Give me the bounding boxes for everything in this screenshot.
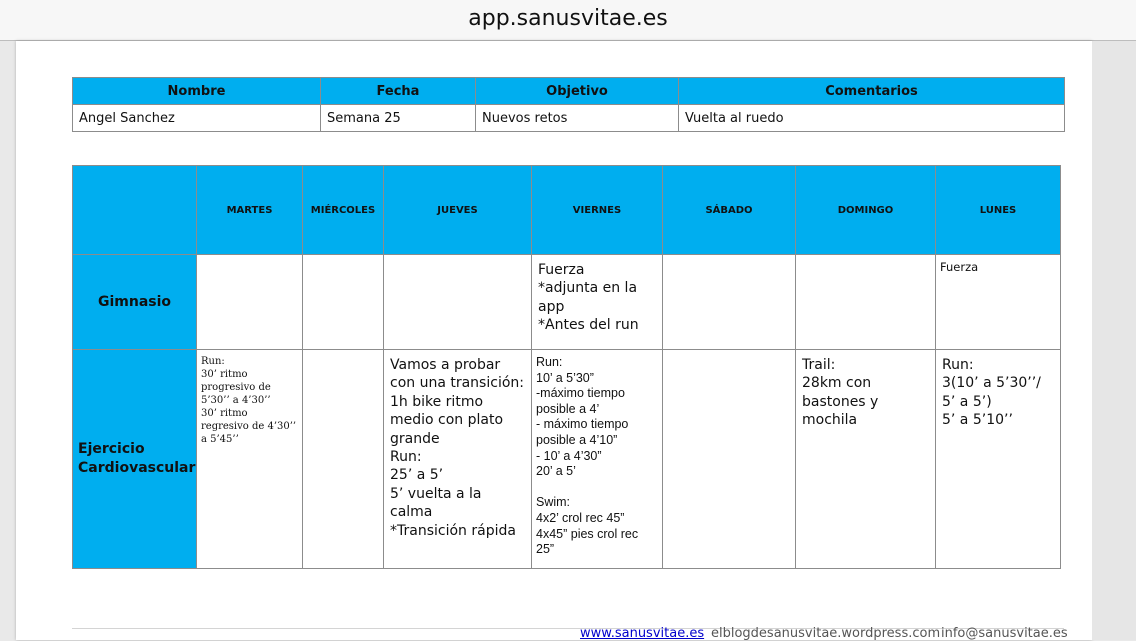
cell-cardio-lunes: Run: 3(10’ a 5’30’’/ 5’ a 5’) 5’ a 5’10’’: [936, 350, 1061, 569]
day-header-domingo: DOMINGO: [796, 166, 936, 255]
cell-cardio-miercoles: [303, 350, 384, 569]
cell-gimnasio-domingo: [796, 255, 936, 350]
header-fecha: Fecha: [321, 78, 476, 105]
cell-gimnasio-sabado: [663, 255, 796, 350]
day-header-sabado: SÁBADO: [663, 166, 796, 255]
url-text[interactable]: app.sanusvitae.es: [468, 6, 668, 31]
cell-gimnasio-lunes: Fuerza: [936, 255, 1061, 350]
cell-gimnasio-jueves: [384, 255, 532, 350]
cell-cardio-sabado: [663, 350, 796, 569]
value-comentarios: Vuelta al ruedo: [679, 105, 1065, 132]
day-header-martes: MARTES: [197, 166, 303, 255]
browser-address-bar[interactable]: [0, 0, 1136, 41]
value-objetivo: Nuevos retos: [476, 105, 679, 132]
footer-blog-link[interactable]: elblogdesanusvitae.wordpress.com: [711, 626, 941, 641]
row-label-gimnasio: Gimnasio: [73, 255, 197, 350]
day-header-lunes: LUNES: [936, 166, 1061, 255]
value-nombre: Angel Sanchez: [73, 105, 321, 132]
info-table: [72, 77, 1065, 132]
header-nombre: Nombre: [73, 78, 321, 105]
cell-cardio-viernes: Run: 10’ a 5’30” -máximo tiempo posible a 4’ - máximo tiempo posible a 4’10” - 10’ a 4’30” 20’ a 5’ Swim: 4x2’ crol rec 45” 4x45” pies crol rec 25”: [532, 350, 663, 569]
footer-site-link[interactable]: [580, 626, 704, 641]
day-header-jueves: JUEVES: [384, 166, 532, 255]
header-objetivo: Objetivo: [476, 78, 679, 105]
row-label-cardio: Ejercicio Cardiovascular: [73, 350, 197, 569]
cell-gimnasio-martes: [197, 255, 303, 350]
page-margin: [1092, 41, 1136, 640]
cell-cardio-martes: Run: 30’ ritmo progresivo de 5’30’’ a 4’30’’ 30’ ritmo regresivo de 4’30’’ a 5’45’’: [197, 350, 303, 569]
cell-cardio-jueves: Vamos a probar con una transición: 1h bike ritmo medio con plato grande Run: 25’ a 5’ 5’ vuelta a la calma *Transición rápida: [384, 350, 532, 569]
day-header-miercoles: MIÉRCOLES: [303, 166, 384, 255]
header-corner: [73, 166, 197, 255]
cell-gimnasio-miercoles: [303, 255, 384, 350]
cell-cardio-domingo: Trail: 28km con bastones y mochila: [796, 350, 936, 569]
training-plan-table: [72, 165, 1061, 569]
footer-email[interactable]: info@sanusvitae.es: [941, 626, 1068, 641]
value-fecha: Semana 25: [321, 105, 476, 132]
day-header-viernes: VIERNES: [532, 166, 663, 255]
header-comentarios: Comentarios: [679, 78, 1065, 105]
site-link[interactable]: www.sanusvitae.es: [580, 626, 705, 641]
cell-gimnasio-viernes: Fuerza *adjunta en la app *Antes del run: [532, 255, 663, 350]
